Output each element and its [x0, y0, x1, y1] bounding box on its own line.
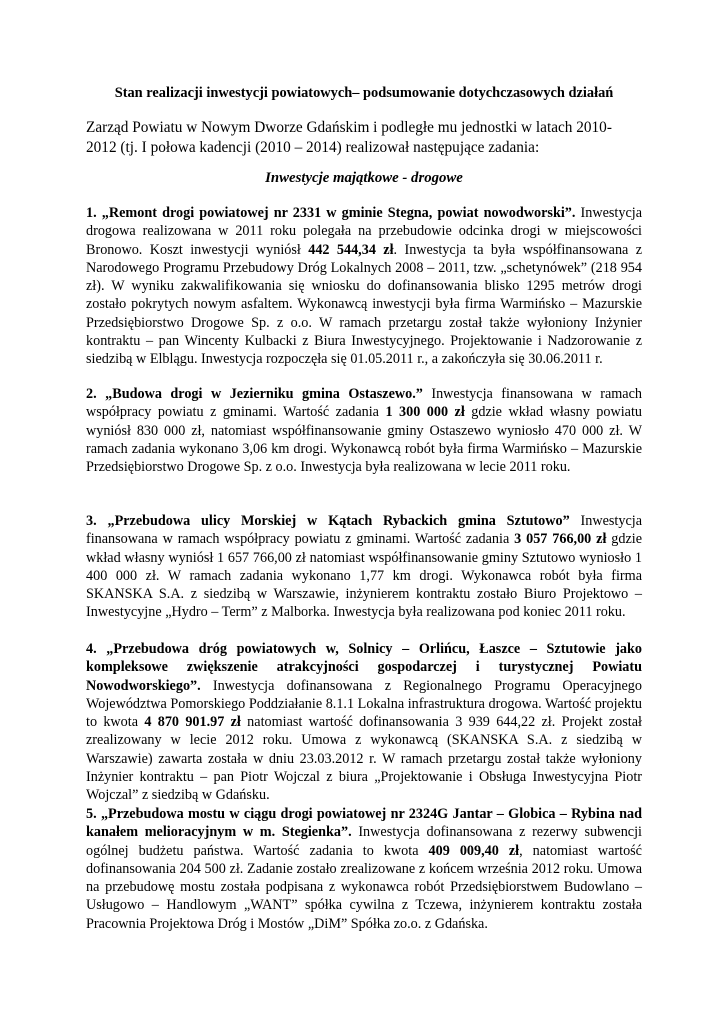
item-number: 4. — [86, 641, 97, 657]
item-title: „Budowa drogi w Jezierniku gmina Ostaszewo.” — [105, 386, 423, 402]
item-text: Inwestycja dofinansowana z Regionalnego Programu Operacyjnego Województwa Pomorskiego Poddziałanie 8.1.1 Lokalna infrastruktura drogowa. Wartość projektu to kwota — [86, 677, 642, 731]
item-amount: 4 870 901.97 zł — [144, 714, 241, 731]
item-amount: 3 057 766,00 zł — [514, 531, 607, 548]
investment-item-2 — [86, 385, 642, 476]
item-text-continued: natomiast wartość dofinansowania 3 939 644,22 zł. Projekt został zrealizowany w lecie 2012 roku. Umowa z wykonawcą (SKANSKA S.A. z siedzibą w Warszawie) zawarta została w dniu 23.03.2012 r. W ramach przetargu został także wyłoniony Inżynier kontraktu – pan Piotr Wojczal z biura „Projektowanie i Obsługa Inwestycyjna Piotr Wojczal” z siedzibą w Gdańsku. — [86, 714, 642, 804]
item-title: „Przebudowa dróg powiatowych w, Solnicy – Orlińcu, Łaszce – Sztutowie jako kompleksowe zwiększenie atrakcyjności gospodarczej i turystycznej Powiatu Nowodworskiego”. — [86, 641, 643, 694]
section-heading: Inwestycje majątkowe - drogowe — [265, 170, 463, 186]
page-title: Stan realizacji inwestycji powiatowych– podsumowanie dotychczasowych działań — [114, 85, 614, 101]
item-text: Inwestycja dofinansowana z rezerwy subwencji ogólnej budżetu państwa. Wartość zadania to kwota — [86, 824, 642, 859]
item-title: „Przebudowa ulicy Morskiej w Kątach Rybackich gmina Sztutowo” — [107, 513, 570, 529]
item-title: „Remont drogi powiatowej nr 2331 w gminie Stegna, powiat nowodworski”. — [101, 205, 576, 221]
investment-item-1 — [86, 204, 642, 369]
item-text-continued: , natomiast wartość dofinansowania 204 500 zł. Zadanie zostało zrealizowane z końcem września 2012 roku. Umowa na przebudowę mostu została podpisana z wykonawca robót Przedsiębiorstwem Budowlano – Usługowo – Handlowym „WANT” spółka cywilna z Tczewa, inżynierem kontraktu została Pracownia Projektowa Dróg i Mostów „DiM” Spółka zo.o. z Gdańska. — [86, 842, 642, 932]
item-number: 5. — [86, 806, 97, 822]
item-number: 3. — [86, 513, 97, 529]
investment-item-4 — [86, 640, 642, 805]
item-text-continued: gdzie wkład własny wyniósł 1 657 766,00 zł natomiast współfinansowanie gminy Sztutowo wyniosło 1 400 000 zł. W ramach zadania wykonano 1,77 km drogi. Wykonawca robót była firma SKANSKA S.A. z siedzibą w Warszawie, inżynierem kontraktu zostało Biuro Projektowo – Inwestycyjne „Hydro – Term” z Malborka. Inwestycja była realizowana pod koniec 2011 roku. — [86, 531, 642, 621]
investment-item-5 — [86, 805, 642, 933]
item-text: Inwestycja finansowana w ramach współpracy powiatu z gminami. Wartość zadania — [86, 386, 642, 421]
item-amount: 409 009,40 zł — [428, 842, 520, 859]
item-title: „Przebudowa mostu w ciągu drogi powiatowej nr 2324G Jantar – Globica – Rybina nad kanałem melioracyjnym w m. Stegienka”. — [86, 806, 642, 841]
item-number: 2. — [86, 386, 97, 402]
item-text: Inwestycja drogowa realizowana w 2011 roku polegała na przebudowie odcinka drogi w miejscowości Bronowo. Koszt inwestycji wyniósł — [86, 205, 643, 258]
item-text-continued: gdzie wkład własny powiatu wyniósł 830 000 zł, natomiast współfinansowanie gminy Ostaszewo wyniosło 470 000 zł. W ramach zadania wykonano 3,06 km drogi. Wykonawcą robót była firma Warmińsko – Mazurskie Przedsiębiorstwo Drogowe Sp. z o.o. Inwestycja była realizowana w lecie 2011 roku. — [86, 404, 642, 476]
investment-item-3 — [86, 512, 642, 622]
intro-paragraph: Zarząd Powiatu w Nowym Dworze Gdańskim i podległe mu jednostki w latach 2010-2012 (tj. I połowa kadencji (2010 – 2014) realizował następujące zadania: — [86, 119, 612, 156]
item-text-continued: . Inwestycja ta była współfinansowana z Narodowego Programu Przebudowy Dróg Lokalnych 2008 – 2011, tzw. „schetynówek” (218 954 zł). W wyniku zakwalifikowania się wniosku do dofinansowania blisko 1295 metrów drogi zostało pokrytych nowym asfaltem. Wykonawcą inwestycji była firma Warmińsko – Mazurskie Przedsiębiorstwo Drogowe Sp. z o.o. W ramach przetargu został także wyłoniony Inżynier kontraktu – pan Wincenty Kulbacki z Biura Inwestycyjnego. Projektowanie i Nadzorowanie z siedzibą w Elblągu. Inwestycja rozpoczęła się 01.05.2011 r., a zakończyła się 30.06.2011 r. — [86, 241, 643, 368]
item-amount: 1 300 000 zł — [385, 404, 465, 421]
item-number: 1. — [86, 205, 97, 221]
item-amount: 442 544,34 zł — [308, 241, 394, 258]
item-text: Inwestycja finansowana w ramach współpracy powiatu z gminami. Wartość zadania — [86, 513, 642, 548]
